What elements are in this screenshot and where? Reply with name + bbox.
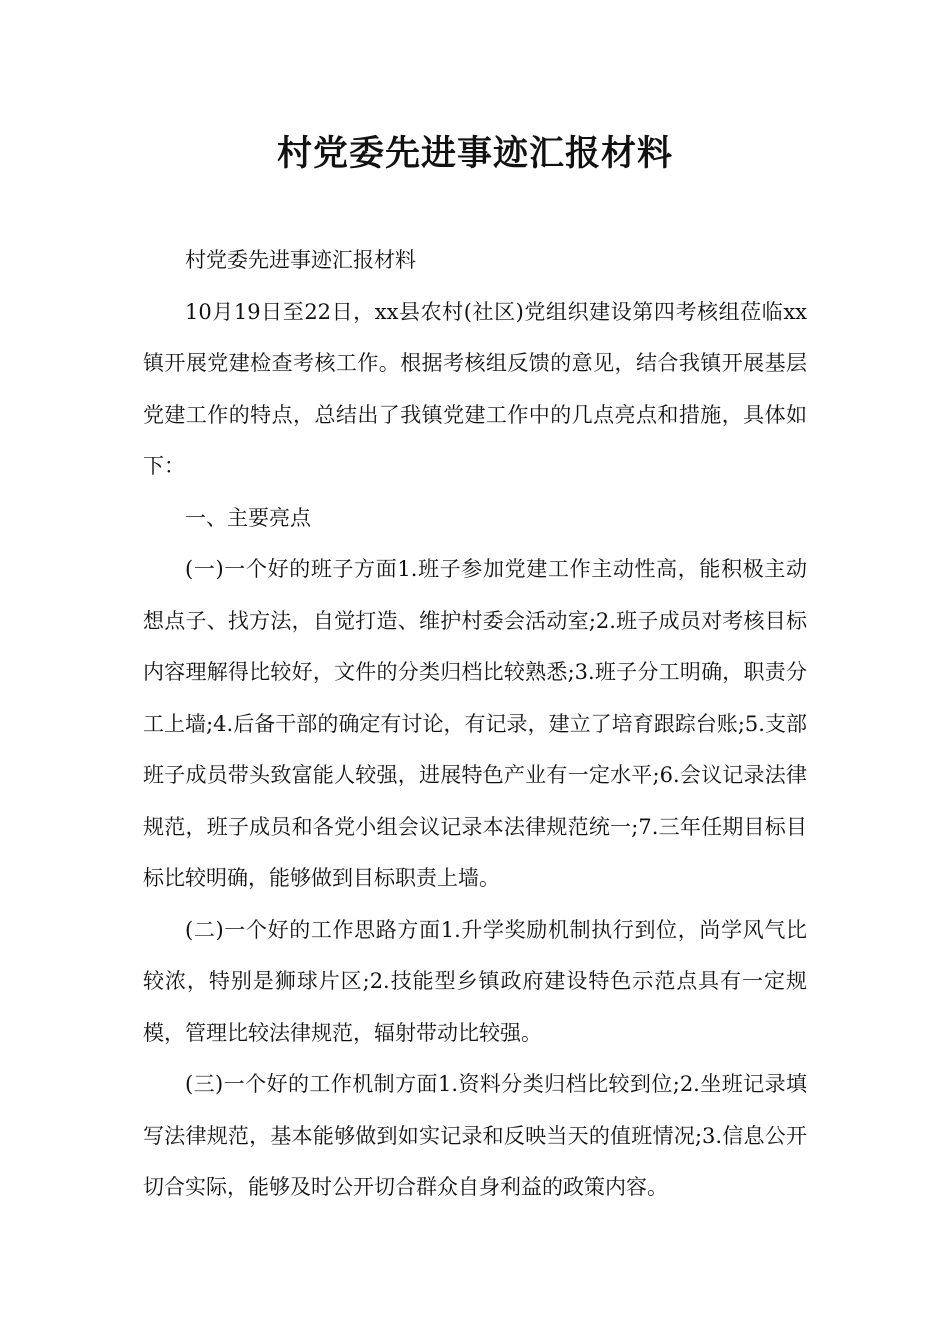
intro-paragraph: 10月19日至22日，xx县农村(社区)党组织建设第四考核组莅临xx镇开展党建检查考核工作。根据考核组反馈的意见，结合我镇开展基层党建工作的特点，总结出了我镇党建工作中的几点亮点和措施，具体如下： (143, 299, 807, 478)
document-body (143, 235, 807, 1214)
document-title: 村党委先进事迹汇报材料 (276, 134, 673, 174)
body-paragraph: (三)一个好的工作机制方面1.资料分类归档比较到位;2.坐班记录填写法律规范，基本能够做到如实记录和反映当天的值班情况;3.信息公开切合实际，能够及时公开切合群众自身利益的政策内容。 (143, 1072, 807, 1199)
body-paragraph: (二)一个好的工作思路方面1.升学奖励机制执行到位，尚学风气比较浓，特别是狮球片区;2.技能型乡镇政府建设特色示范点具有一定规模，管理比较法律规范，辐射带动比较强。 (143, 917, 807, 1045)
section-heading: 一、主要亮点 (185, 505, 311, 530)
subtitle-paragraph: 村党委先进事迹汇报材料 (185, 248, 416, 272)
body-paragraph: (一)一个好的班子方面1.班子参加党建工作主动性高，能积极主动想点子、找方法，自觉打造、维护村委会活动室;2.班子成员对考核目标内容理解得比较好，文件的分类归档比较熟悉;3.班子分工明确，职责分工上墙;4.后备干部的确定有讨论，有记录，建立了培育跟踪台账;5.支部班子成员带头致富能人较强，进展特色产业有一定水平;6.会议记录法律规范，班子成员和各党小组会议记录本法律规范统一;7.三年任期目标目标比较明确，能够做到目标职责上墙。 (143, 557, 807, 890)
